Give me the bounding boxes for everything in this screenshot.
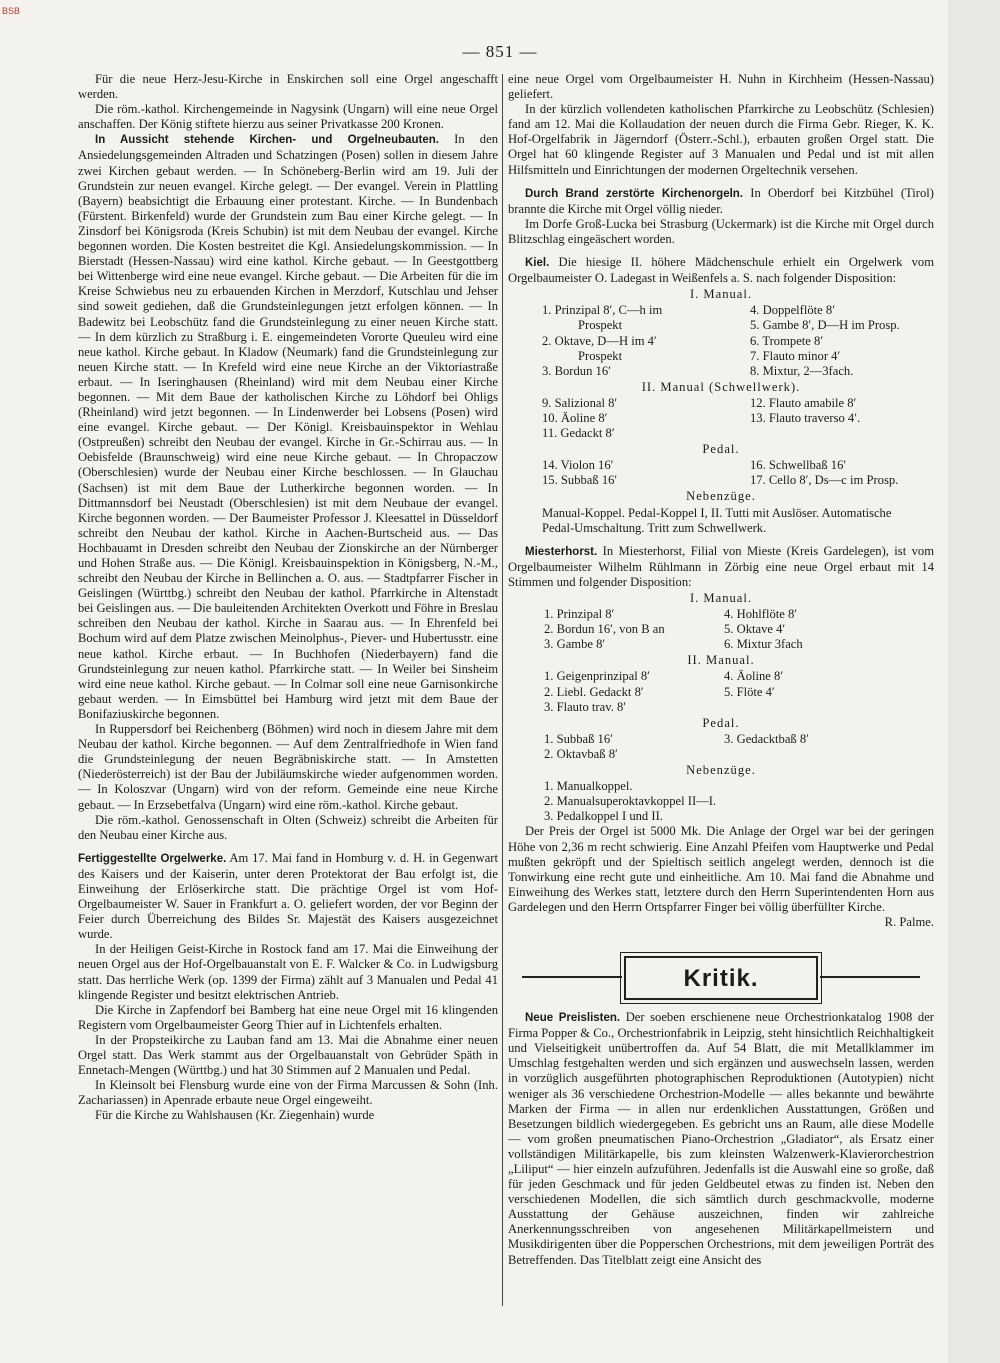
section-heading: Miesterhorst. [525,545,598,558]
stop-entry: 6. Trompete 8′ [750,333,824,348]
section-heading: Fertiggestellte Orgelwerke. [78,852,227,865]
paragraph: In der Heiligen Geist-Kirche in Rostock fand am 17. Mai die Einweihung der neuen Orgel aus der Hof-Orgelbauanstalt von E. F. Walcker & Co. in Ludwigsburg statt. Das herrliche Werk (op. 1399 der Firma) zählt auf 3 Manualen und Pedal 41 klingende Register und besitzt elektrischen Antrieb. [78,942,498,1002]
stop-entry: 9. Salizional 8′ [542,395,618,410]
section-heading: Kiel. [525,257,550,270]
stop-entry: Prospekt [578,348,623,363]
list-item: 1. Manualkoppel. [544,779,633,794]
mh-pedal-list [508,732,934,762]
paragraph: In Ruppersdorf bei Reichenberg (Böhmen) wird noch in diesem Jahre mit dem Neubau der kathol. Kirche begonnen. — Auf dem Zentralfriedhofe in Wien fand die Grundsteinlegung der neuen Begräbniskirche statt. — In Amstetten (Niederösterreich) ist der Bau der Jubiläumskirche wieder aufgenommen worden. — In Koloszvar (Ungarn) wird von der reform. Gemeinde eine neue Kirche gebaut. — In Erzsebetfalva (Ungarn) wird eine röm.-kathol. Kirche gebaut. [78,722,498,812]
stop-entry: 15. Subbaß 16′ [542,473,618,488]
stop-entry: 2. Oktavbaß 8′ [544,746,618,761]
paragraph: eine neue Orgel vom Orgelbaumeister H. Nuhn in Kirchheim (Hessen-Nassau) geliefert. [508,72,934,102]
stop-entry: 17. Cello 8′, Ds—c im Prosp. [750,473,899,488]
stop-entry: 1. Subbaß 16′ [544,731,613,746]
kritik-section-banner [624,956,818,1000]
paragraph: Der soeben erschienene neue Orchestrionkatalog 1908 der Firma Popper & Co., Orchestrionfabrik in Leipzig, steht hinsichtlich Reichhaltigkeit und Vielseitigkeit unübertroffen da. Auf 54 Blatt, die mit Metallklammer im Umschlag festgehalten werden und sich ergänzen und auswechseln lassen, werden in vorzüglich ausgeführten photographischen Reproduktionen (Autotypien) nicht weniger als 36 verschiedene Orchestrion-Modelle — alles bekannte und bewährte Marken der Firma — in allen nur erdenklichen Ausstattungen, Größen und Besetzungen bildlich wiedergegeben. Es gebricht uns an Raum, alle diese Modelle — vom großen pneumatischen Piano-Orchestrion „Gladiator“, als Ersatz einer vollständigen Militärkapelle, bis zum kleinsten Walzenwerk-Klavierorchestrion „Liliput“ — hier einzeln aufzuführen. Jedenfalls ist die Auswahl eine so große, daß für jeden Geschmack und für jeden Geldbeutel etwas zu finden ist. Neben den verschiedenen Modellen, die sich sämtlich durch geschmackvolle, moderne Ausstattung der Gehäuse auszeichnen, finden wir zahlreiche Anerkennungsschreiben von angesehenen Militärkapellmeistern und Musikdirigenten über die Popperschen Orchestrions, mit dem jeweiligen Porträt des Betreffenden. Das Titelblatt zeigt eine Ansicht des [508,1010,934,1267]
paragraph: Die röm.-kathol. Kirchengemeinde in Nagysink (Ungarn) will eine neue Orgel anschaffen. Der König stiftete hierzu aus seiner Privatkasse 200 Kronen. [78,102,498,132]
paragraph: Für die Kirche zu Wahlshausen (Kr. Ziegenhain) wurde [95,1108,375,1123]
disposition-title: Nebenzüge. [686,489,756,504]
column-divider [502,74,503,1306]
disposition-title: I. Manual. [689,591,753,605]
stop-entry: 3. Flauto trav. 8′ [544,699,627,714]
paragraph: In der Propsteikirche zu Lauban fand am 13. Mai die Abnahme einer neuen Orgel statt. Das Werk stammt aus der Orgelbauanstalt von Gebrüder Späth in Ennetach-Mengen (Württbg.) und hat 30 Stimmen auf 2 Manualen und Pedal. [78,1032,498,1078]
disposition-title: Nebenzüge. [686,763,756,778]
disposition-title: II. Manual. [687,653,755,668]
stop-entry: 5. Flöte 4′ [724,684,775,699]
stop-entry: 10. Äoline 8′ [542,410,608,425]
stop-entry: 1. Prinzipal 8′ [544,607,615,622]
paragraph: Die röm.-kathol. Genossenschaft in Olten (Schweiz) schreibt die Arbeiten für den Neubau einer Kirche aus. [78,812,498,842]
disposition-title: Pedal. [702,442,740,457]
kiel-manual-2-list [508,396,934,441]
disposition-title: II. Manual (Schwellwerk). [641,379,801,394]
stop-entry [724,700,934,715]
page-number: — 851 — [462,42,538,61]
paragraph: Für die neue Herz-Jesu-Kirche in Enskirchen soll eine Orgel angeschafft werden. [78,72,498,102]
stop-entry: 8. Mixtur, 2—3fach. [750,363,854,378]
section-heading: Neue Preislisten. [525,1012,621,1025]
stop-entry: 4. Äoline 8′ [724,669,784,684]
paragraph: In Kleinsolt bei Flensburg wurde eine von der Firma Marcussen & Sohn (Inh. Zachariassen) in Apenrade erbaute neue Orgel eingeweiht. [78,1078,498,1108]
paragraph: Der Preis der Orgel ist 5000 Mk. Die Anlage der Orgel war bei der geringen Höhe von 2,36 m recht schwierig. Eine Anzahl Pfeifen vom Hauptwerke und Pedal mußten gekröpft und der Spieltisch seitlich angelegt werden, dennoch ist die Tonwirkung eine recht gute und einheitliche. Am 10. Mai fand die Abnahme und Einweihung des Werkes statt, letztere durch den Herrn Superintendenten Horn aus Gardelegen und den Herrn Ortspfarrer Finger bei völlig überfüllter Kirche. [508,824,934,914]
disposition-title: Pedal. [702,715,740,730]
section-heading: Durch Brand zerstörte Kirchenorgeln. [525,187,744,200]
mh-nebenzuege-list [508,779,934,824]
stop-entry: 2. Bordun 16′, von B an [544,622,665,637]
stop-entry: 5. Oktave 4′ [724,622,786,637]
stop-entry: 1. Geigenprinzipal 8′ [544,669,650,684]
kiel-pedal-list [508,458,934,488]
left-column [78,72,498,1123]
stop-entry: 2. Oktave, D—H im 4′ [542,333,657,348]
paragraph: In Oberdorf bei Kitzbühel (Tirol) brannte die Kirche mit Orgel völlig nieder. [508,185,934,216]
section-heading: In Aussicht stehende Kirchen- und Orgelneubauten. [95,134,439,147]
paragraph: In der kürzlich vollendeten katholischen Pfarrkirche zu Leobschütz (Schlesien) fand am 12. Mai die Kollaudation der neuen durch die Firma Gebr. Rieger, K. K. Hof-Orgelfabrik in Jägerndorf (Österr.-Schl.), erbauten großen Orgel statt. Die Orgel hat 60 klingende Register auf 3 Manualen und Pedal und ist mit allen Hilfsmitteln und Einrichtungen der modernen Orgeltechnik versehen. [508,102,934,177]
disposition-title: I. Manual. [689,287,753,302]
stop-entry [724,747,934,762]
mh-manual-2-list [508,669,934,714]
mh-manual-1-list [508,607,934,652]
stop-entry: 4. Hohlflöte 8′ [724,607,798,622]
stop-entry: 6. Mixtur 3fach [724,637,803,652]
paragraph: In Miesterhorst, Filial von Mieste (Kreis Gardelegen), ist vom Orgelbaumeister Wilhelm Rühlmann in Zörbig eine neue Orgel erbaut mit 14 Stimmen und folgender Disposition: [508,543,934,589]
kritik-title: Kritik. [683,964,759,992]
list-item: 3. Pedalkoppel I und II. [544,809,663,824]
author-signature: R. Palme. [884,914,934,929]
stop-entry: 2. Liebl. Gedackt 8′ [544,684,644,699]
library-mark: BSB [2,6,21,16]
list-item: 2. Manualsuperoktavkoppel II—I. [544,794,717,809]
stop-entry: 5. Gambe 8′, D—H im Prosp. [750,318,900,333]
stop-entry: 7. Flauto minor 4′ [750,348,841,363]
stop-entry: 3. Bordun 16′ [542,363,611,378]
paragraph: Im Dorfe Groß-Lucka bei Strasburg (Uckermark) ist die Kirche mit Orgel durch Blitzschlag eingeäschert worden. [508,216,934,246]
right-column [508,72,934,1268]
stop-entry: 3. Gedacktbaß 8′ [724,731,809,746]
stop-entry: 11. Gedackt 8′ [542,426,615,441]
stop-entry: 12. Flauto amabile 8′ [750,395,857,410]
stop-entry: 16. Schwellbaß 16′ [750,458,847,473]
paragraph: Am 17. Mai fand in Homburg v. d. H. in Gegenwart des Kaisers und der Kaiserin, unter deren Protektorat der Bau erfolgt ist, die Einweihung der Erlöserkirche statt. Die prächtige Orgel ist vom Hof-Orgelbaumeister W. Sauer in Frankfurt a. O. geliefert worden, der vor Beginn der Feier durch Überreichung des Bildes Sr. Majestät des Kaisers ausgezeichnet wurde. [78,850,498,942]
stop-entry: 14. Violon 16′ [542,458,614,473]
adjacent-page-edge [948,0,1000,1363]
paragraph: Die hiesige II. höhere Mädchenschule erhielt ein Orgelwerk vom Orgelbaumeister O. Ladegast in Weißenfels a. S. nach folgender Disposition: [508,255,935,286]
kiel-manual-1-list [508,303,934,378]
stop-entry: 13. Flauto traverso 4′. [750,410,861,425]
stop-entry: Prospekt [578,318,623,333]
stop-entry: 4. Doppelflöte 8′ [750,303,835,318]
paragraph: In den Ansiedelungsgemeinden Altraden und Schatzingen (Posen) sollen in diesem Jahre zwei Kirchen gebaut werden. — In Schöneberg-Berlin wird am 19. Juli der Grundstein zur neuen evangel. Kirche gelegt. — Der evangel. Verein in Plattling (Bayern) beabsichtigt die Erbauung einer protestant. Kirche. — In Bundenbach (Fürstent. Birkenfeld) wurde der Grundstein zum Bau einer Kirche gelegt. — In Zinsdorf bei Königsroda (Kreis Schubin) ist mit dem Neubau der evangel. Kirche begonnen worden. Die Kosten bestreitet die Kgl. Ansiedelungskommission. — In Bierstadt (Hessen-Nassau) wird eine kathol. Kirche gebaut. — In Geestgottberg bei Wittenberge wird eine neue evangel. Kirche gebaut. — Die Arbeiten für die im Kreise Schwiebus neu zu erbauenden Kirchen in Merzdorf, Kutschlau und Jehser sind soweit gediehen, daß die Grundsteinlegungen jetzt erfolgen können. — In Badewitz bei Leobschütz fand die Grundsteinlegung zu einer neuen Kirche statt. — In dem kürzlich zu Straßburg i. E. eingemeindeten Vororte Queuleu wird eine neue kathol. Kirche gebaut. In Kladow (Neumark) fand die Grundsteinlegung zur neuen Kirche statt. — In Krefeld wird eine neue Kirche an der Viktoriastraße erbaut. — In Iseringhausen (Rheinland) wird mit dem Neubau einer Kirche begonnen. — Mit dem Baue der katholischen Kirche zu Löhdorf bei Ohligs (Rheinland) wird jetzt begonnen. — In Lindenwerder bei Lobsens (Posen) wird eine evangel. Kirche gebaut. — Der Königl. Kreisbauinspektor in Wehlau (Ostpreußen) schreibt den Neubau der evangel. Kirche in Gr.-Schirrau aus. — In Oebisfelde (Braunschweig) wird eine neue Kirche gebaut. — In Chropaczow (Oberschlesien) wurde der Neubau einer Kirche beschlossen. — In Glauchau (Sachsen) ist mit dem Baue der Lutherkirche begonnen worden. — In Dittmannsdorf bei Neustadt (Oberschlesien) ist mit dem Neubaue der evangel. Kirche begonnen worden. — Der Baumeister Professor J. Kleesattel in Düsseldorf schreibt den Neubau der kathol. Kirche in Aachen-Burtscheid aus. — Das Hochbauamt in Dresden schreibt den Neubau der Zionskirche an der Nürnberger und Hohen Straße aus. — Die Königl. Kreisbauinspektion in Königsberg, N.-M., schreibt den Neubau der Kirche in Bellinchen a. O. aus. — Stadtpfarrer Fischer in Geislingen (Württbg.) schreibt den Neubau der kathol. Pfarrkirche in Altenstadt bei Geislingen aus. — Die bauleitenden Architekten Overkott und Föhre in Breslau schreiben den Neubau der kathol. Kirche in Saarau aus. — In Ehrenfeld bei Bochum wird auf dem Platze zwischen Meinolphus-, Piever- und Hubertusstr. eine neue kathol. Kirche erbaut. — In Buchhofen (Niederbayern) fand die Grundsteinlegung zur neuen kathol. Pfarrkirche statt. — In Weiler bei Sinsheim wird eine neue kathol. Kirche gebaut. — In Colmar soll eine neue Garnisonkirche gebaut werden. — In Eimsbüttel bei Hamburg wird jetzt mit dem Baue der Bonifaziuskirche begonnen. [78,132,498,721]
kiel-nebenzuege: Manual-Koppel. Pedal-Koppel I, II. Tutti mit Auslöser. Automatische Pedal-Umschaltung. Tritt zum Schwellwerk. [542,505,892,535]
stop-entry: 3. Gambe 8′ [544,637,606,652]
stop-entry [750,426,950,441]
stop-entry: 1. Prinzipal 8′, C—h im [542,303,663,318]
paragraph: Die Kirche in Zapfendorf bei Bamberg hat eine neue Orgel mit 16 klingenden Registern vom Orgelbaumeister Georg Thier auf in Lichtenfels erhalten. [78,1002,498,1032]
